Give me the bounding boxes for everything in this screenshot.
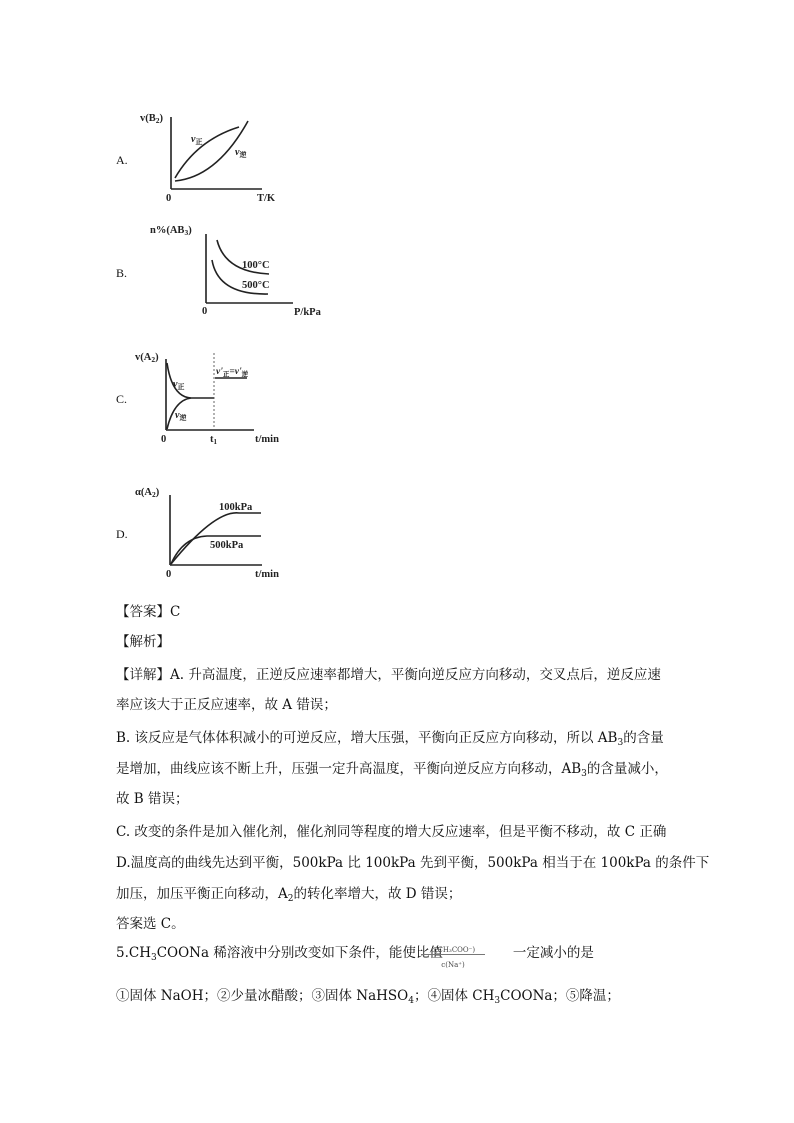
svg-text:v正: $v_正$ — [191, 134, 203, 146]
fraction-denominator: c(Na⁺) — [441, 961, 465, 969]
detail-line-7: D.温度高的曲线先达到平衡，500kPa 比 100kPa 先到平衡，500kPa 相当于在 100kPa 的条件下 — [116, 855, 710, 871]
svg-text:T/K: T/K — [257, 193, 276, 204]
svg-text:v'正=v'逆: $v'_正=v'_逆$ — [216, 367, 249, 378]
svg-text:500kPa: 500kPa — [210, 540, 244, 551]
graph-c — [130, 345, 300, 445]
fraction-numerator: c(CH₃COO⁻) — [421, 946, 485, 955]
svg-text:v逆: $v_逆$ — [235, 147, 247, 159]
graph-a-curve-forward — [175, 127, 239, 178]
detail-line-6: C. 改变的条件是加入催化剂，催化剂同等程度的增大反应速率，但是平衡不移动，故 C 正确 — [116, 824, 667, 840]
detail-line-8: 加压，加压平衡正向移动，$A_2$的转化率增大，故 D 错误； — [116, 886, 462, 904]
answer-choice-line: 答案选 C。 — [116, 916, 185, 932]
svg-text:0: 0 — [166, 193, 172, 204]
svg-text:0: 0 — [161, 434, 167, 445]
detail-line-2: 率应该大于正反应速率，故 A 错误； — [116, 697, 337, 713]
svg-text:v逆: $v_逆$ — [175, 410, 187, 422]
svg-text:P/kPa: P/kPa — [294, 307, 321, 318]
svg-text:t/min: t/min — [255, 569, 279, 580]
graph-d — [135, 482, 305, 582]
option-b-label: B. — [116, 266, 128, 280]
svg-text:100kPa: 100kPa — [219, 502, 253, 513]
svg-text:n%(AB3): n%(AB3) — [150, 225, 192, 237]
detail-line-4: 是增加，曲线应该不断上升，压强一定升高温度，平衡向逆反应方向移动，$AB_3$的含量减小， — [116, 761, 668, 779]
svg-text:v(A2): v(A2) — [135, 352, 159, 364]
analysis-heading: 【解析】 — [116, 634, 170, 650]
svg-text:α(A2): α(A2) — [135, 487, 160, 499]
question-5-stem: $5.CH_3COONa$ 稀溶液中分别改变如下条件，能使比值 一定减小的是 — [116, 945, 594, 963]
svg-text:t1: t1 — [210, 434, 217, 446]
graph-d-curve-100kpa — [171, 513, 261, 564]
detail-line-5: 故 B 错误； — [116, 791, 189, 807]
svg-text:t/min: t/min — [255, 434, 279, 445]
svg-text:100°C: 100°C — [242, 260, 270, 271]
svg-text:v(B2): v(B2) — [140, 113, 163, 125]
svg-text:0: 0 — [202, 306, 208, 317]
graph-a — [135, 105, 305, 205]
graph-b — [150, 220, 340, 320]
detail-line-3: B. 该反应是气体体积减小的可逆反应，增大压强，平衡向正反应方向移动，所以 $AB_3$的含量 — [116, 730, 664, 748]
option-c-label: C. — [116, 392, 128, 406]
option-d-label: D. — [116, 527, 128, 541]
detail-line-1: 【详解】A. 升高温度，正逆反应速率都增大，平衡向逆反应方向移动，交叉点后，逆反应速 — [116, 667, 661, 683]
question-5-options: ①固体 NaOH；②少量冰醋酸；③固体 NaHSO$_4$；④固体 $CH_3COONa$；⑤降温； — [116, 988, 620, 1006]
svg-text:0: 0 — [166, 569, 172, 580]
option-a-label: A. — [116, 153, 128, 167]
svg-text:v正: $v_正$ — [173, 379, 185, 391]
answer-line: 【答案】C — [116, 604, 181, 620]
svg-text:500°C: 500°C — [242, 280, 270, 291]
